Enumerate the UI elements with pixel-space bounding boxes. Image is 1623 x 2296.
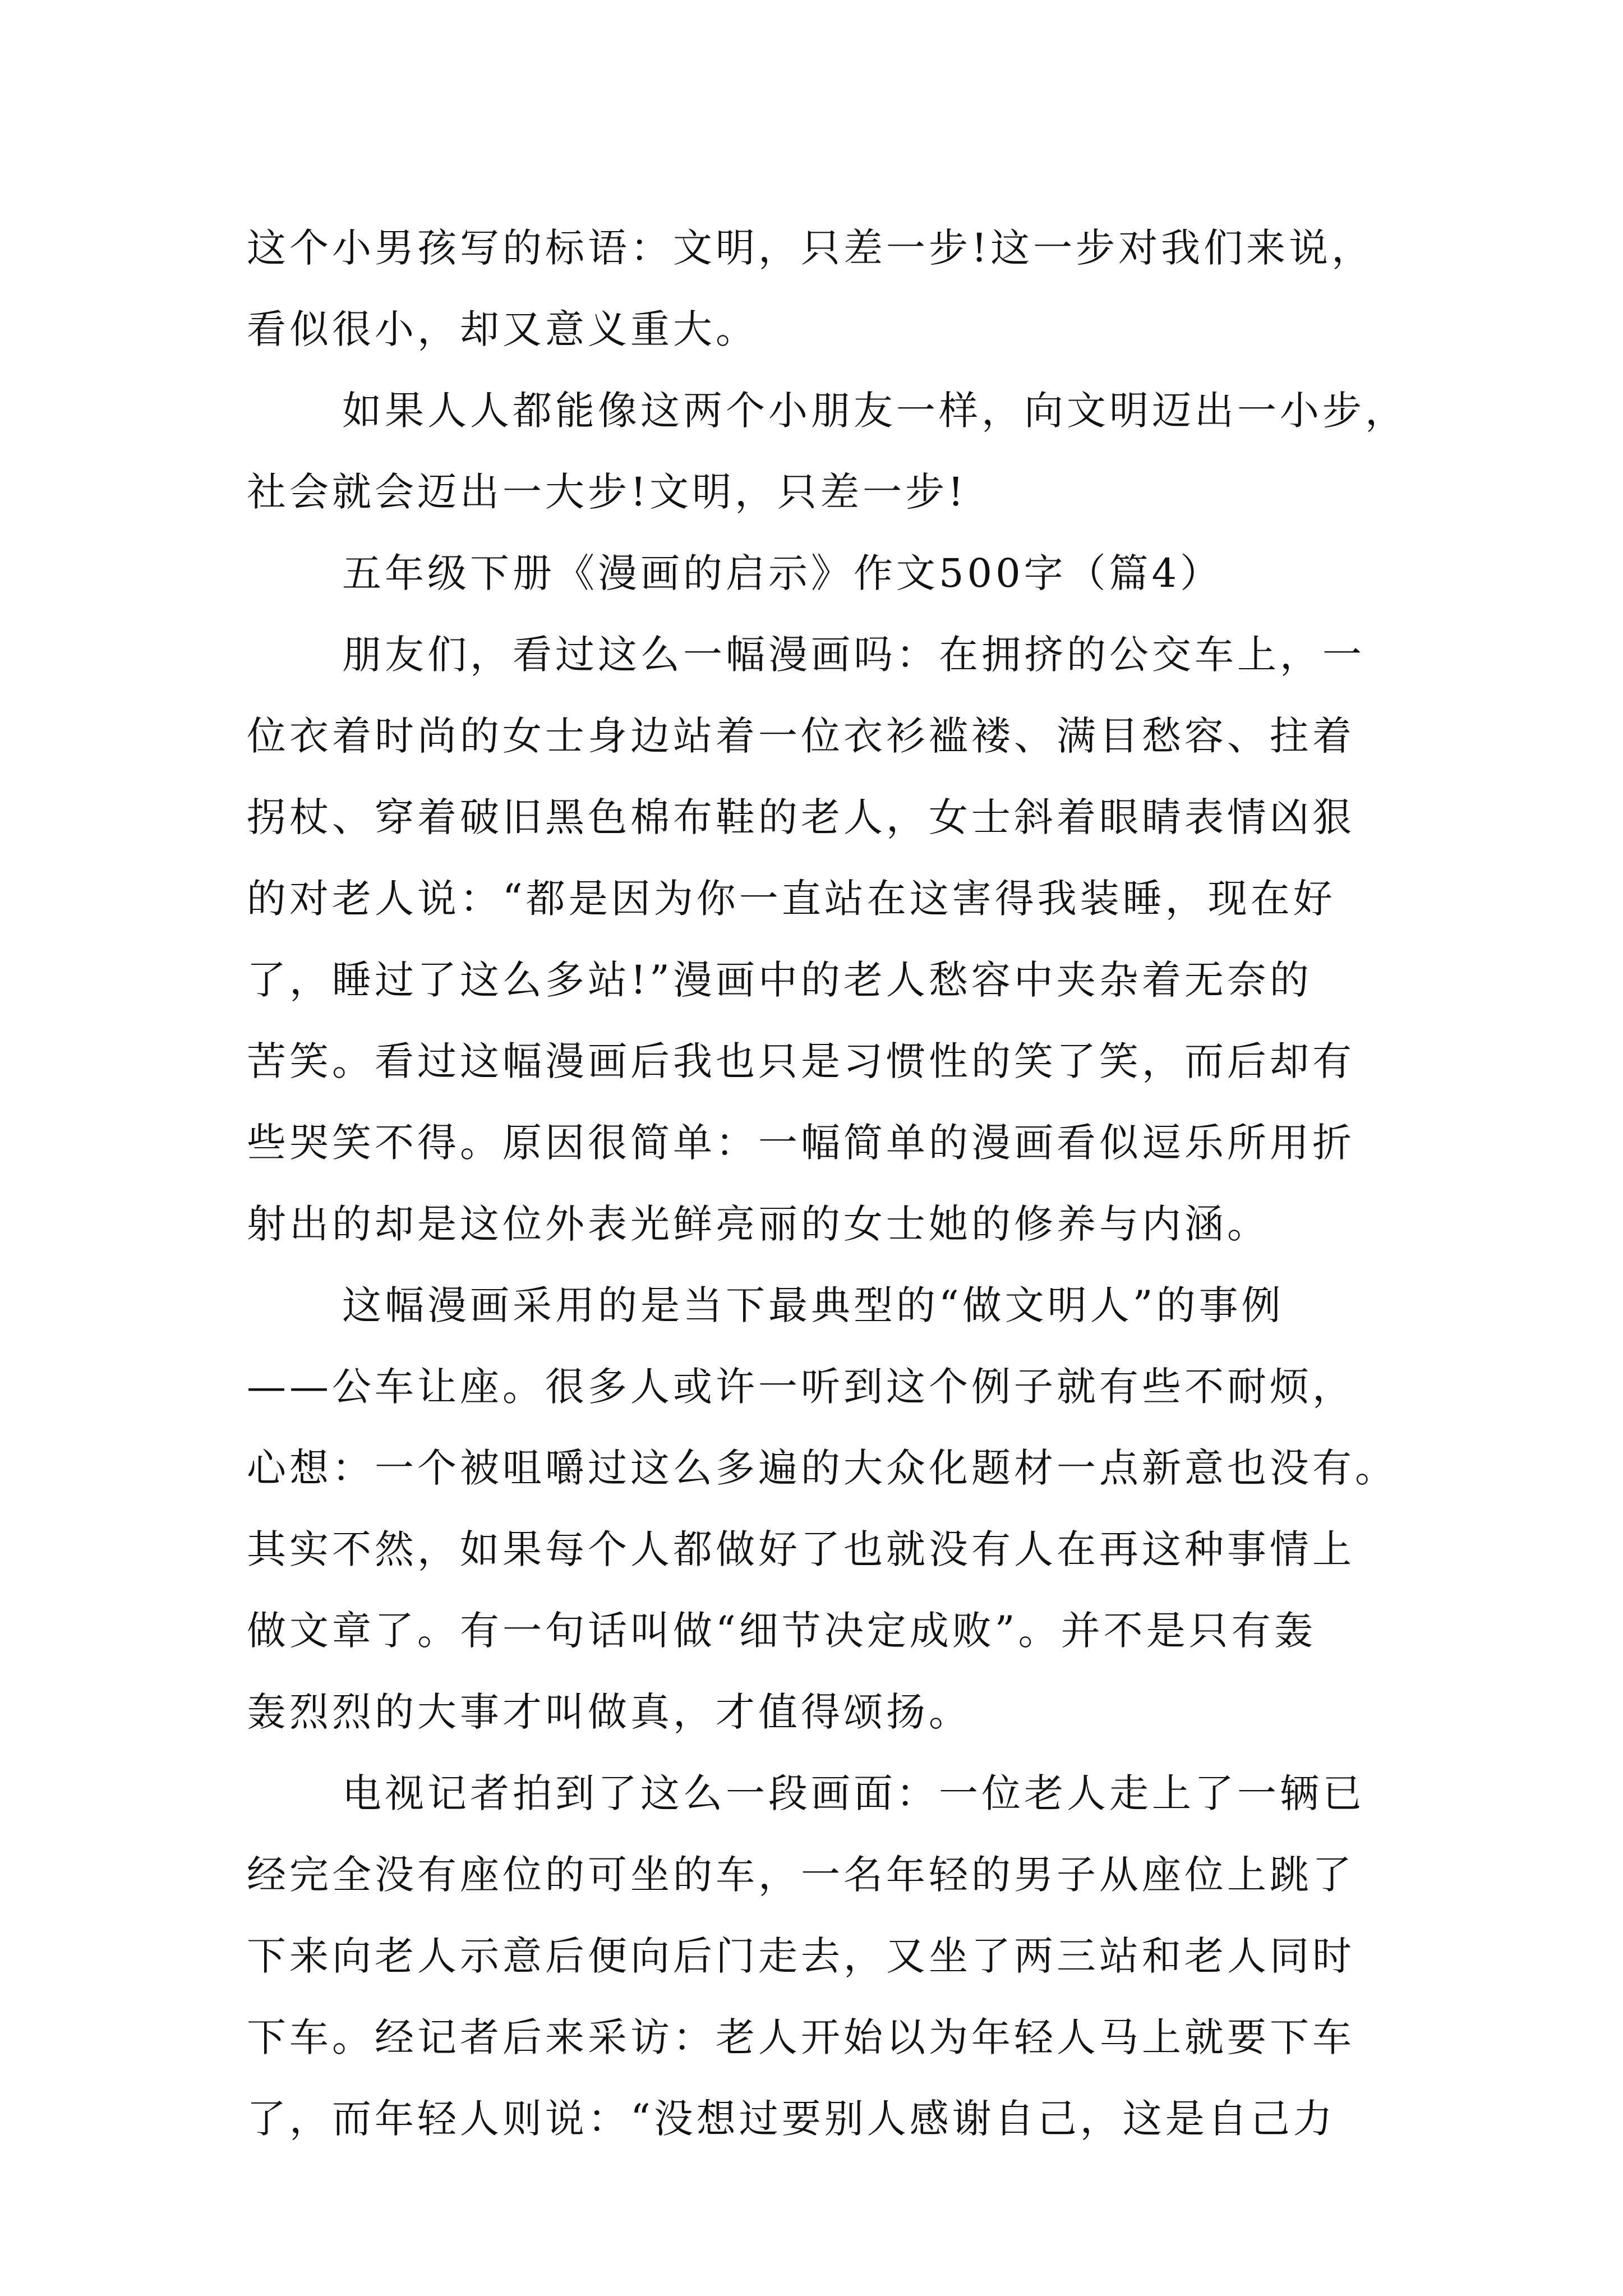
text-line: 心想：一个被咀嚼过这么多遍的大众化题材一点新意也没有。 (247, 1445, 1398, 1491)
text-line: 的对老人说：“都是因为你一直站在这害得我装睡，现在好 (247, 876, 1336, 922)
text-line: 经完全没有座位的可坐的车，一名年轻的男子从座位上跳了 (247, 1852, 1355, 1898)
section-heading: 五年级下册《漫画的启示》作文500字（篇4） (342, 550, 1223, 596)
text-line: ——公车让座。很多人或许一听到这个例子就有些不耐烦， (247, 1364, 1355, 1410)
text-line: 这个小男孩写的标语：文明，只差一步!这一步对我们来说， (247, 225, 1375, 271)
text-line: 了，睡过了这么多站!”漫画中的老人愁容中夹杂着无奈的 (247, 957, 1312, 1003)
text-line: 看似很小，却又意义重大。 (247, 306, 758, 352)
text-line: 朋友们，看过这么一幅漫画吗：在拥挤的公交车上，一 (342, 632, 1365, 678)
text-line: 轰烈烈的大事才叫做真，才值得颂扬。 (247, 1689, 971, 1735)
text-line: 些哭笑不得。原因很简单：一幅简单的漫画看似逗乐所用折 (247, 1120, 1355, 1166)
text-line: 位衣着时尚的女士身边站着一位衣衫褴褛、满目愁容、拄着 (247, 713, 1355, 759)
text-line: 拐杖、穿着破旧黑色棉布鞋的老人，女士斜着眼睛表情凶狠 (247, 794, 1355, 840)
essay-text (247, 208, 1436, 2160)
text-line: 下车。经记者后来采访：老人开始以为年轻人马上就要下车 (247, 2014, 1355, 2060)
text-line: 了，而年轻人则说：“没想过要别人感谢自己，这是自己力 (247, 2096, 1336, 2142)
text-line: 做文章了。有一句话叫做“细节决定成败”。并不是只有轰 (247, 1608, 1317, 1654)
text-line: 下来向老人示意后便向后门走去，又坐了两三站和老人同时 (247, 1933, 1355, 1979)
text-line: 射出的却是这位外表光鲜亮丽的女士她的修养与内涵。 (247, 1201, 1270, 1247)
text-line: 苦笑。看过这幅漫画后我也只是习惯性的笑了笑，而后却有 (247, 1038, 1355, 1084)
text-line: 电视记者拍到了这么一段画面：一位老人走上了一辆已 (342, 1770, 1365, 1816)
text-line: 这幅漫画采用的是当下最典型的“做文明人”的事例 (342, 1282, 1284, 1328)
text-line: 社会就会迈出一大步!文明，只差一步! (247, 469, 967, 515)
text-line: 其实不然，如果每个人都做好了也就没有人在再这种事情上 (247, 1526, 1355, 1572)
text-line: 如果人人都能像这两个小朋友一样，向文明迈出一小步， (342, 388, 1408, 434)
